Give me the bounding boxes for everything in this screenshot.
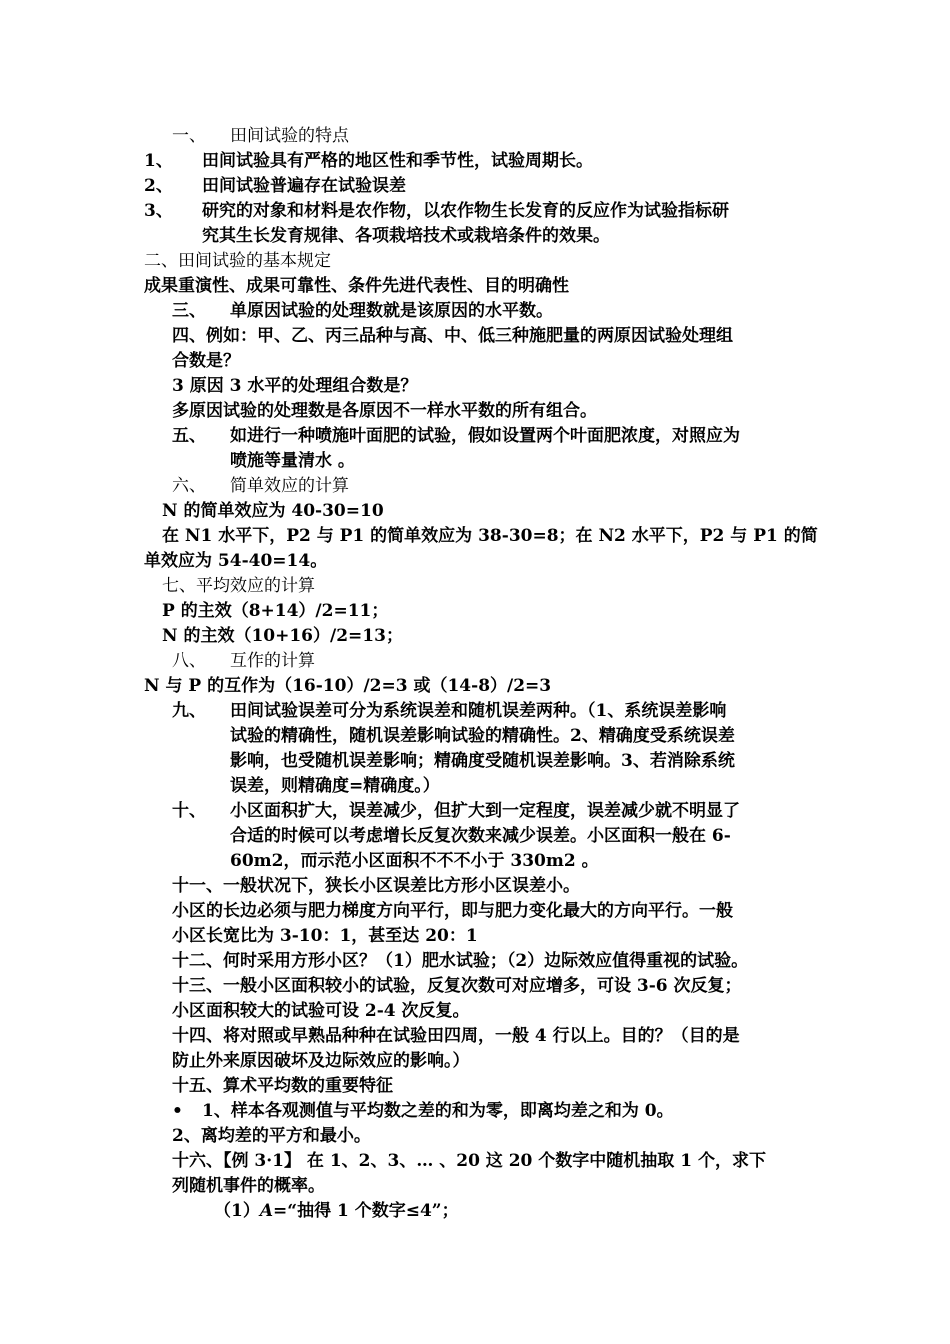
section-3-heading <box>172 299 553 323</box>
paragraph-line: 究其生长发育规律、各项栽培技术或栽培条件的效果。 <box>202 226 610 246</box>
section-12-heading: 十二、何时采用方形小区？（1）肥水试验；（2）边际效应值得重视的试验。 <box>172 951 749 971</box>
paragraph-line: 小区长宽比为 3-10：1，甚至达 20：1 <box>172 926 478 946</box>
list-item-2 <box>144 174 406 198</box>
paragraph-line: 列随机事件的概率。 <box>172 1176 325 1196</box>
section-11-heading: 十一、一般状况下，狭长小区误差比方形小区误差小。 <box>172 876 580 896</box>
paragraph-line: 喷施等量清水 。 <box>230 451 355 471</box>
section-13-heading: 十三、一般小区面积较小的试验，反复次数可对应增多，可设 3-6 次反复； <box>172 976 742 996</box>
list-marker: 三、 <box>172 301 206 321</box>
section-10-heading <box>172 799 740 823</box>
section-2-heading: 二、田间试验的基本规定 <box>144 251 331 271</box>
paragraph-line: 合适的时候可以考虑增长反复次数来减少误差。小区面积一般在 6- <box>230 826 731 846</box>
item-prefix: （1） <box>214 1201 260 1221</box>
paragraph-line: N 的简单效应为 40-30=10 <box>162 501 384 521</box>
list-marker: 十、 <box>172 801 206 821</box>
paragraph-line: 成果重演性、成果可靠性、条件先进代表性、目的明确性 <box>144 276 569 296</box>
heading-text: 田间试验误差可分为系统误差和随机误差两种。（1、系统误差影响 <box>230 701 727 721</box>
bullet-item <box>172 1099 674 1123</box>
list-item-text: 田间试验普遍存在试验误差 <box>202 176 406 196</box>
paragraph-line: 多原因试验的处理数是各原因不一样水平数的所有组合。 <box>172 401 597 421</box>
heading-text: 小区面积扩大，误差减少，但扩大到一定程度，误差减少就不明显了 <box>230 801 740 821</box>
heading-text: 简单效应的计算 <box>230 476 349 496</box>
section-9-heading <box>172 699 727 723</box>
list-marker: 1、 <box>144 151 173 171</box>
section-14-heading: 十四、将对照或早熟品种种在试验田四周，一般 4 行以上。目的？（目的是 <box>172 1026 740 1046</box>
section-8-heading <box>172 649 315 673</box>
section-15-heading: 十五、算术平均数的重要特征 <box>172 1076 393 1096</box>
bullet-marker: • <box>172 1101 183 1121</box>
paragraph-line: 单效应为 54-40=14。 <box>144 551 328 571</box>
paragraph-line: 小区面积较大的试验可设 2-4 次反复。 <box>172 1001 470 1021</box>
example-item <box>214 1199 459 1223</box>
section-16-heading: 十六、【例 3·1】 在 1、2、3、… 、20 这 20 个数字中随机抽取 1 个，求下 <box>172 1151 766 1171</box>
list-marker: 一、 <box>172 126 206 146</box>
heading-text: 如进行一种喷施叶面肥的试验，假如设置两个叶面肥浓度，对照应为 <box>230 426 740 446</box>
item-text: =“抽得 1 个数字≤4”； <box>273 1201 459 1221</box>
paragraph-line: N 的主效（10+16）/2=13； <box>162 626 403 646</box>
section-5-heading <box>172 424 740 448</box>
list-marker: 3、 <box>144 201 173 221</box>
list-marker: 六、 <box>172 476 206 496</box>
paragraph-line: N 与 P 的互作为（16-10）/2=3 或（14-8）/2=3 <box>144 676 552 696</box>
paragraph-line: 合数是？ <box>172 351 240 371</box>
list-marker: 2、 <box>144 176 173 196</box>
paragraph-line: 60m2，而示范小区面积不不不小于 330m2 。 <box>230 851 599 871</box>
paragraph-line: 3 原因 3 水平的处理组合数是？ <box>172 376 418 396</box>
list-marker: 八、 <box>172 651 206 671</box>
section-6-heading <box>172 474 349 498</box>
event-variable: A <box>259 1201 274 1221</box>
paragraph-line: 在 N1 水平下，P2 与 P1 的简单效应为 38-30=8；在 N2 水平下，P2 与 P1 的简 <box>162 526 818 546</box>
list-item-1 <box>144 149 593 173</box>
paragraph-line: 2、离均差的平方和最小。 <box>172 1126 371 1146</box>
heading-text: 田间试验的特点 <box>230 126 349 146</box>
heading-text: 互作的计算 <box>230 651 315 671</box>
section-1-heading <box>172 124 349 148</box>
paragraph-line: 小区的长边必须与肥力梯度方向平行，即与肥力变化最大的方向平行。一般 <box>172 901 733 921</box>
paragraph-line: 误差，则精确度=精确度。） <box>230 776 440 796</box>
list-item-text: 研究的对象和材料是农作物，以农作物生长发育的反应作为试验指标研 <box>202 201 729 221</box>
paragraph-line: 试验的精确性，随机误差影响试验的精确性。2、精确度受系统误差 <box>230 726 735 746</box>
list-item-text: 田间试验具有严格的地区性和季节性，试验周期长。 <box>202 151 593 171</box>
list-item-3 <box>144 199 729 223</box>
section-7-heading: 七、平均效应的计算 <box>162 576 315 596</box>
section-4-heading: 四、例如：甲、乙、丙三品种与高、中、低三种施肥量的两原因试验处理组 <box>172 326 733 346</box>
bullet-text: 1、样本各观测值与平均数之差的和为零，即离均差之和为 0。 <box>202 1101 674 1121</box>
paragraph-line: 防止外来原因破坏及边际效应的影响。） <box>172 1051 470 1071</box>
list-marker: 九、 <box>172 701 206 721</box>
list-marker: 五、 <box>172 426 206 446</box>
paragraph-line: P 的主效（8+14）/2=11； <box>162 601 389 621</box>
heading-text: 单原因试验的处理数就是该原因的水平数。 <box>230 301 553 321</box>
paragraph-line: 影响，也受随机误差影响；精确度受随机误差影响。3、若消除系统 <box>230 751 735 771</box>
